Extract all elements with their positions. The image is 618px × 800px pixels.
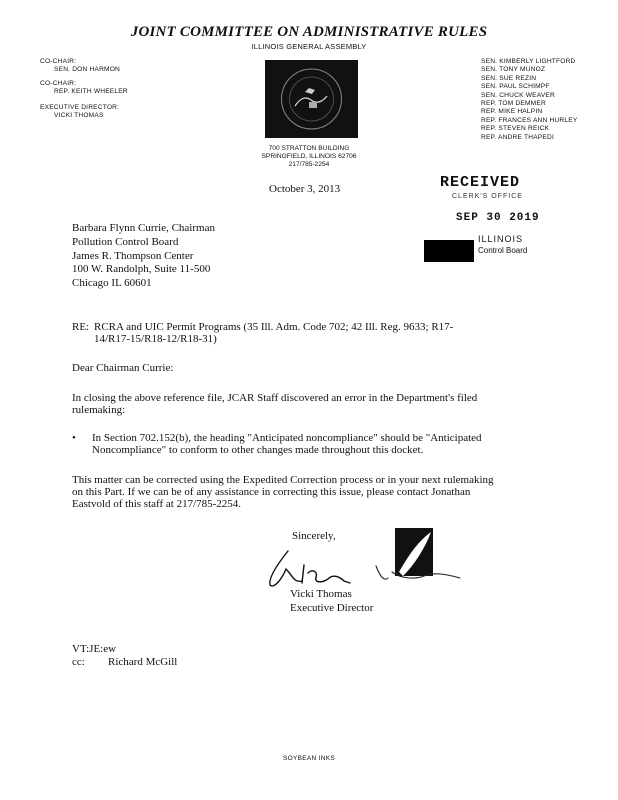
signer-title: Executive Director (290, 601, 374, 614)
member-item: SEN. SUE REZIN (481, 74, 537, 82)
member-item: SEN. CHUCK WEAVER (481, 91, 555, 99)
state-seal-icon (265, 60, 358, 138)
recipient-address (72, 222, 215, 291)
bullet-icon: • (72, 432, 76, 444)
paragraph-1 (72, 392, 477, 416)
address-line: 217/785-2254 (288, 160, 330, 168)
redaction-block (424, 240, 474, 262)
cochair-1-name: SEN. DON HARMON (54, 66, 121, 73)
cochair-1-label: CO-CHAIR: (40, 58, 77, 65)
recipient-line: Chicago IL 60601 (72, 277, 152, 290)
cochair-2-name: REP. KEITH WHEELER (54, 88, 128, 95)
signature-block (290, 588, 373, 615)
member-item: REP. TOM DEMMER (481, 100, 546, 108)
address-line: SPRINGFIELD, ILLINOIS 62706 (261, 152, 357, 160)
recipient-line: Pollution Control Board (72, 235, 179, 248)
handwritten-signature (258, 545, 368, 593)
member-item: REP. STEVEN REICK (481, 125, 550, 133)
paragraph-line: Eastvold of this staff at 217/785-2254. (72, 498, 242, 511)
member-item: SEN. PAUL SCHIMPF (481, 83, 550, 91)
re-line: RCRA and UIC Permit Programs (35 Ill. Adm. Code 702; 42 Ill. Reg. 9633; R17- (94, 321, 454, 333)
recipient-line: 100 W. Randolph, Suite 11-500 (72, 263, 211, 276)
signer-name: Vicki Thomas (290, 588, 352, 600)
stamp-date: SEP 30 2019 (456, 212, 540, 224)
recipient-line: Barbara Flynn Currie, Chairman (72, 222, 215, 234)
paragraph-line: In closing the above reference file, JCAR Staff discovered an error in the Department's filed (72, 392, 478, 404)
salutation: Dear Chairman Currie: (72, 362, 174, 374)
letterhead-title: JOINT COMMITTEE ON ADMINISTRATIVE RULES (130, 24, 488, 40)
bullet-line: In Section 702.152(b), the heading "Anticipated noncompliance" should be "Anticipated (92, 432, 482, 444)
scribble-icon (374, 560, 464, 586)
paragraph-line: rulemaking: (72, 404, 126, 417)
letterhead-subtitle: ILLINOIS GENERAL ASSEMBLY (251, 42, 367, 51)
re-label: RE: (72, 321, 90, 333)
closing: Sincerely, (292, 530, 336, 542)
bullet-line: Noncompliance" to conform to other changes made throughout this docket. (92, 444, 424, 457)
executive-director-block (40, 104, 119, 120)
letter-date: October 3, 2013 (269, 183, 341, 195)
member-item: SEN. KIMBERLY LIGHTFORD (481, 58, 576, 65)
member-item: SEN. TONY MUNOZ (481, 66, 546, 74)
re-line: 14/R17-15/R18-12/R18-31) (94, 333, 217, 346)
cc-label: cc: (72, 656, 85, 668)
member-item: REP. ANDRE THAPEDI (481, 133, 554, 141)
member-item: REP. FRANCES ANN HURLEY (481, 116, 578, 124)
re-subject (94, 321, 453, 345)
footer-note: SOYBEAN INKS (282, 755, 335, 762)
initials: VT:JE:ew (72, 643, 117, 655)
clerk-office-stamp: CLERK'S OFFICE (452, 193, 523, 200)
stamp-board: Control Board (478, 246, 528, 255)
cochair-2 (40, 80, 128, 96)
committee-members (481, 58, 577, 142)
stamp-state: ILLINOIS (478, 234, 524, 244)
member-item: REP. MIKE HALPIN (481, 108, 543, 116)
address-line: 700 STRATTON BUILDING (268, 145, 350, 152)
committee-address (0, 145, 618, 168)
cochair-1 (40, 58, 120, 74)
paragraph-line: on this Part. If we can be of any assistance in correcting this issue, please contact Jonathan (72, 486, 471, 499)
paragraph-line: This matter can be corrected using the Expedited Correction process or in your next rulemaking (72, 474, 494, 486)
cc-name: Richard McGill (108, 656, 178, 668)
exec-label: EXECUTIVE DIRECTOR: (40, 104, 120, 111)
cochair-2-label: CO-CHAIR: (40, 80, 77, 87)
bullet-item (92, 432, 482, 456)
paragraph-2 (72, 474, 494, 511)
recipient-line: James R. Thompson Center (72, 249, 194, 262)
received-stamp: RECEIVED (440, 174, 521, 191)
exec-name: VICKI THOMAS (54, 112, 104, 119)
